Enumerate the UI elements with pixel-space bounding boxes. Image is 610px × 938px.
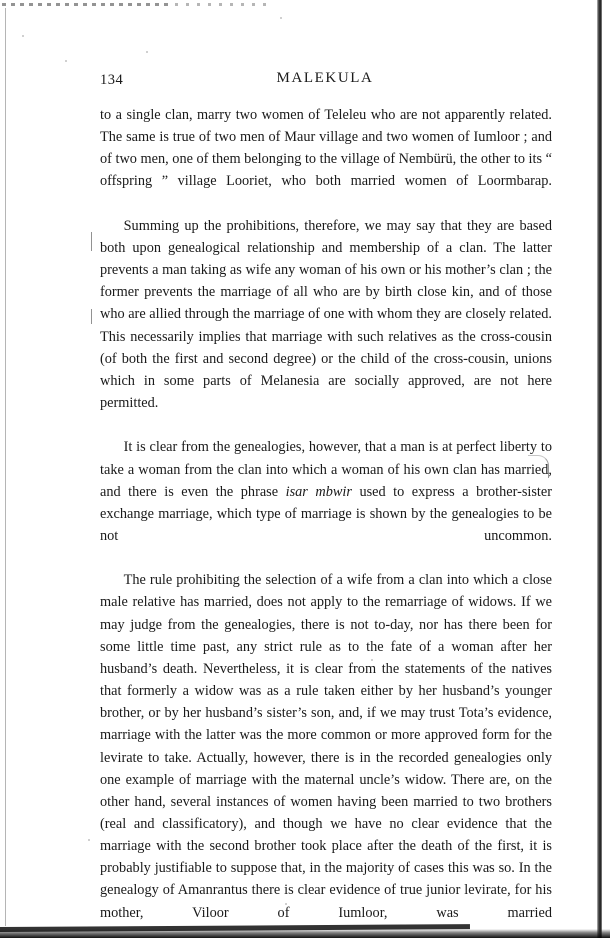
scan-speck: [88, 839, 90, 841]
scan-speck: [65, 60, 67, 62]
para-summing-up: Summing up the prohibitions, therefore, we may say that they are based both upon genealogical relationship and membership of a clan. The latter prevents a man taking as wife any woman of his own or his mother’s clan ; the former prevents the marriage of all who are by birth close kin, and of those who are allied through the marriage of one with whom they are closely related. This necessarily implies that marriage with such relatives as the cross-cousin (of both the first and second degree) or the child of the cross-cousin, unions which in some parts of Melanesia are socially approved, are not here permitted.: [100, 217, 552, 412]
para-continuation: to a single clan, marry two women of Teleleu who are not apparently related. The same is true of two men of Maur village and two women of Iumloor ; and of two men, one of them belonging to the village of Nembürü, the other to its “ offspring ” village Looriet, who both married women of Loormbarap.: [100, 107, 552, 190]
page-body-text: [100, 104, 552, 938]
scan-artifact-left-rule: [5, 8, 6, 926]
scan-artifact-right-margin: [602, 0, 610, 938]
page-header: [100, 70, 550, 92]
italic-term: isar mbwir: [285, 483, 352, 500]
para-rule-prohibiting: The rule prohibiting the selection of a wife from a clan into which a close male relative has married, does not apply to the remarriage of widows. If we may judge from the genealogies, there is not to-day, nor has there been for some little time past, any strict rule as to the fate of a woman after her husband’s death. Nevertheless, it is clear from the statements of the natives that formerly a widow was as a rule taken either by her husband’s younger brother, or by her husband’s sister’s son, and, if we may trust Tota’s evidence, marriage with the latter was the more common or more approved form for the levirate to take. Actually, however, there is in the recorded genealogies only one example of marriage with the maternal uncle’s widow. There are, on the other hand, several instances of women having been married to two brothers (real and classificatory), and though we have no clear evidence that the marriage with the second brother took place after the death of the first, it is probably justifiable to suppose that, in the majority of cases this was so. In the genealogy of Amanrantus there is clear evidence of true junior levirate, for his mother, Viloor of Iumloor, was married: [100, 572, 552, 921]
margin-mark-left-upper: [91, 232, 92, 251]
para-genealogies: It is clear from the genealogies, however, that a man is at perfect liberty to take a woman from the clan into which a woman of his own clan has married, and there is even the phrase isar mbwir used to express a brother-sister exchange marriage, which type of marriage is shown by the genealogies to be not uncommon.: [100, 439, 553, 544]
scan-artifact-top-edge-2: [175, 3, 270, 6]
scan-artifact-top-edge: [2, 3, 172, 6]
running-title: MALEKULA: [276, 70, 374, 86]
scan-speck: [146, 51, 148, 53]
margin-mark-left-lower: [91, 309, 92, 324]
page-number: 134: [100, 72, 124, 88]
scan-speck: [280, 17, 282, 19]
scan-speck: [22, 35, 24, 37]
